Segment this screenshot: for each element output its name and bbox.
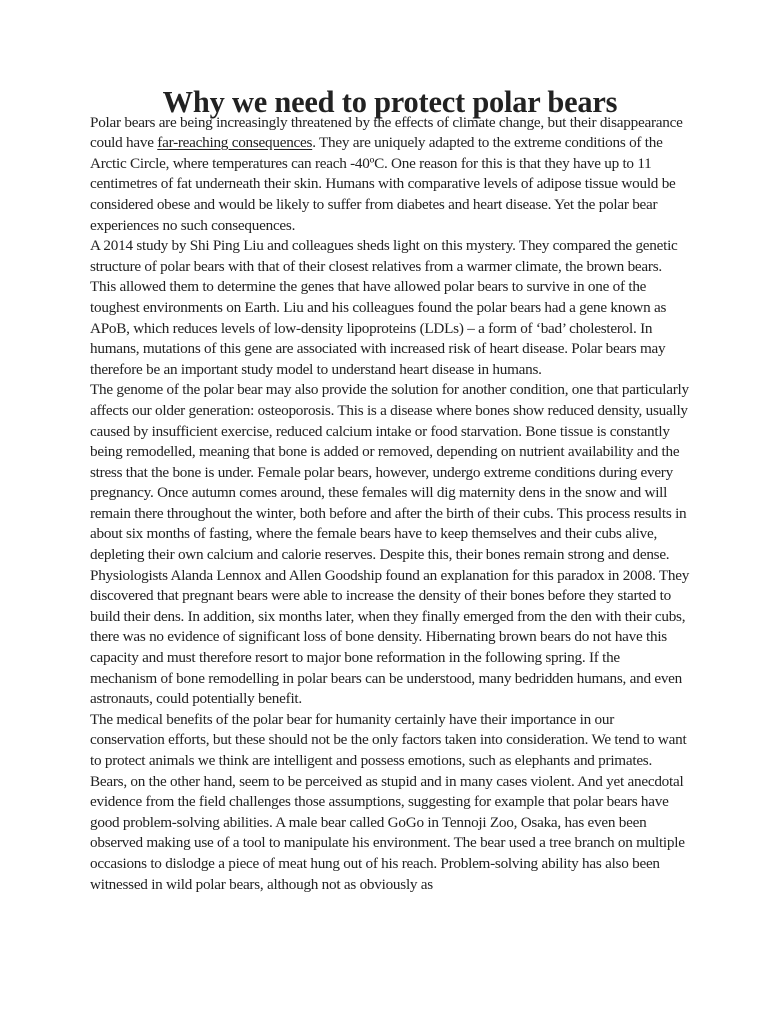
document-title: Why we need to protect polar bears	[162, 85, 618, 119]
paragraph-2: A 2014 study by Shi Ping Liu and colleagues sheds light on this mystery. They compared the genetic structure of polar bears with that of their closest relatives from a warmer climate, the brown bears. This allowed them to determine the genes that have allowed polar bears to survive in one of the toughest environments on Earth. Liu and his colleagues found the polar bears had a gene known as APoB, which reduces levels of low-density lipoproteins (LDLs) – a form of ‘bad’ cholesterol. In humans, mutations of this gene are associated with increased risk of heart disease. Polar bears may therefore be an important study model to understand heart disease in humans.	[90, 237, 678, 378]
paragraph-1	[90, 113, 690, 237]
paragraph-1-text-start: Polar bears are being increasingly threatened by the effects of climate change, but their disappearance could have	[90, 113, 683, 152]
paragraph-4: Physiologists Alanda Lennox and Allen Goodship found an explanation for this paradox in 2008. They discovered that pregnant bears were able to increase the density of their bones before they started to build their dens. In addition, six months later, when they finally emerged from the den with their cubs, there was no evidence of significant loss of bone density. Hibernating brown bears do not have this capacity and must therefore resort to major bone reformation in the following spring. If the mechanism of bone remodelling in polar bears can be understood, many bedridden humans, and even astronauts, could potentially benefit.	[90, 566, 690, 708]
paragraph-5: The medical benefits of the polar bear for humanity certainly have their importance in our conservation efforts, but these should not be the only factors taken into consideration. We tend to want to protect animals we think are intelligent and possess emotions, such as elephants and primates. Bears, on the other hand, seem to be perceived as stupid and in many cases violent. And yet anecdotal evidence from the field challenges those assumptions, suggesting for example that polar bears have good problem-solving abilities. A male bear called GoGo in Tennoji Zoo, Osaka, has even been observed making use of a tool to manipulate his environment. The bear used a tree branch on multiple occasions to dislodge a piece of meat hung out of his reach. Problem-solving ability has also been witnessed in wild polar bears, although not as obviously as	[90, 710, 687, 893]
far-reaching-consequences-link[interactable]: far-reaching consequences	[157, 134, 313, 152]
document-page	[90, 85, 690, 895]
paragraph-3: The genome of the polar bear may also provide the solution for another condition, one that particularly affects our older generation: osteoporosis. This is a disease where bones show reduced density, usually caused by insufficient exercise, reduced calcium intake or food starvation. Bone tissue is constantly being remodelled, meaning that bone is added or removed, depending on nutrient availability and the stress that the bone is under. Female polar bears, however, undergo extreme conditions during every pregnancy. Once autumn comes around, these females will dig maternity dens in the snow and will remain there throughout the winter, both before and after the birth of their cubs. This process results in about six months of fasting, where the female bears have to keep themselves and their cubs alive, depleting their own calcium and calorie reserves. Despite this, their bones remain strong and dense.	[90, 381, 689, 564]
paragraph-1-text-end: . They are uniquely adapted to the extreme conditions of the Arctic Circle, where temperatures can reach -40ºC. One reason for this is that they have up to 11 centimetres of fat underneath their skin. Humans with comparative levels of adipose tissue would be considered obese and would be likely to suffer from diabetes and heart disease. Yet the polar bear experiences no such consequences.	[90, 134, 676, 234]
